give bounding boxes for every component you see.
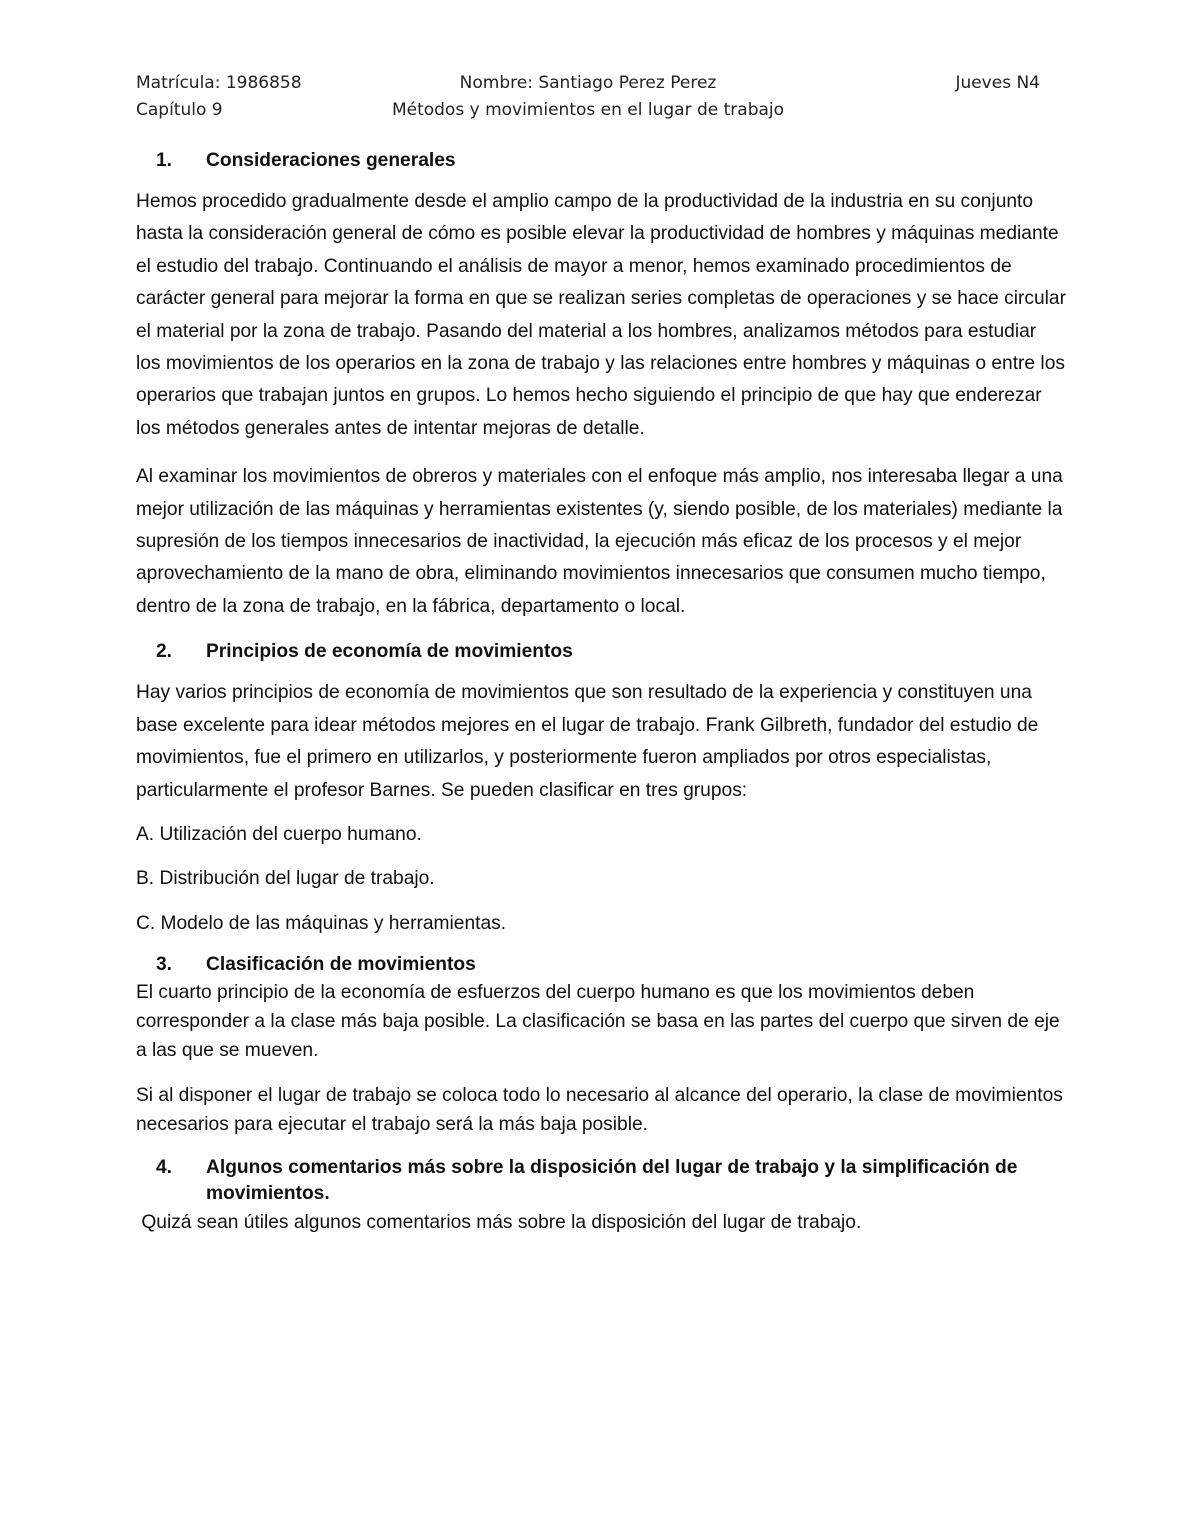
chapter-label: Capítulo 9	[136, 100, 223, 120]
section-title: Algunos comentarios más sobre la disposición del lugar de trabajo y la simplificación de movimientos.	[206, 1157, 1018, 1205]
section-heading	[136, 148, 1066, 174]
paragraph: Si al disponer el lugar de trabajo se coloca todo lo necesario al alcance del operario, la clase de movimientos necesarios para ejecutar el trabajo será la más baja posible.	[136, 1085, 1063, 1136]
section-heading	[136, 952, 1066, 978]
list-item: C. Modelo de las máquinas y herramientas.	[136, 912, 507, 934]
section-number: 4.	[155, 1157, 172, 1179]
section-title: Consideraciones generales	[206, 150, 456, 171]
section-heading	[136, 1155, 1066, 1207]
section-title: Clasificación de movimientos	[206, 954, 476, 976]
chapter-title: Métodos y movimientos en el lugar de trabajo	[391, 100, 785, 120]
list-item: B. Distribución del lugar de trabajo.	[136, 868, 435, 890]
paragraph: Al examinar los movimientos de obreros y materiales con el enfoque más amplio, nos interesaba llegar a una mejor utilización de las máquinas y herramientas existentes (y, siendo posible, de los materiales) mediante la supresión de los tiempos innecesarios de inactividad, la ejecución más eficaz de los procesos y el mejor aprovechamiento de la mano de obra, eliminando movimientos innecesarios que consumen mucho tiempo, dentro de la zona de trabajo, en la fábrica, departamento o local.	[136, 466, 1063, 617]
section-number: 2.	[155, 641, 172, 663]
section-number: 1.	[155, 150, 172, 171]
document-body	[136, 148, 1066, 1240]
matricula-label: Matrícula: 1986858	[136, 73, 302, 93]
section-title: Principios de economía de movimientos	[206, 641, 573, 663]
class-day: Jueves N4	[955, 73, 1040, 93]
header-row-1	[136, 70, 1040, 97]
list-item: A. Utilización del cuerpo humano.	[136, 823, 422, 845]
page-header	[136, 70, 1040, 124]
paragraph: Hemos procedido gradualmente desde el amplio campo de la productividad de la industria en su conjunto hasta la consideración general de cómo es posible elevar la productividad de hombres y máquinas mediante el estudio del trabajo. Continuando el análisis de mayor a menor, hemos examinado procedimientos de carácter general para mejorar la forma en que se realizan series completas de operaciones y se hace circular el material por la zona de trabajo. Pasando del material a los hombres, analizamos métodos para estudiar los movimientos de los operarios en la zona de trabajo y las relaciones entre hombres y máquinas o entre los operarios que trabajan juntos en grupos. Lo hemos hecho siguiendo el principio de que hay que enderezar los métodos generales antes de intentar mejoras de detalle.	[136, 191, 1066, 439]
paragraph: Quizá sean útiles algunos comentarios más sobre la disposición del lugar de trabajo.	[136, 1212, 862, 1234]
student-name: Nombre: Santiago Perez Perez	[459, 73, 717, 93]
paragraph: Hay varios principios de economía de movimientos que son resultado de la experiencia y constituyen una base excelente para idear métodos mejores en el lugar de trabajo. Frank Gilbreth, fundador del estudio de movimientos, fue el primero en utilizarlos, y posteriormente fueron ampliados por otros especialistas, particularmente el profesor Barnes. Se pueden clasificar en tres grupos:	[136, 682, 1039, 801]
header-row-2	[136, 97, 1040, 124]
paragraph: El cuarto principio de la economía de esfuerzos del cuerpo humano es que los movimientos deben corresponder a la clase más baja posible. La clasificación se basa en las partes del cuerpo que sirven de eje a las que se mueven.	[136, 982, 1060, 1062]
section-number: 3.	[155, 954, 172, 976]
section-heading	[136, 639, 1066, 665]
